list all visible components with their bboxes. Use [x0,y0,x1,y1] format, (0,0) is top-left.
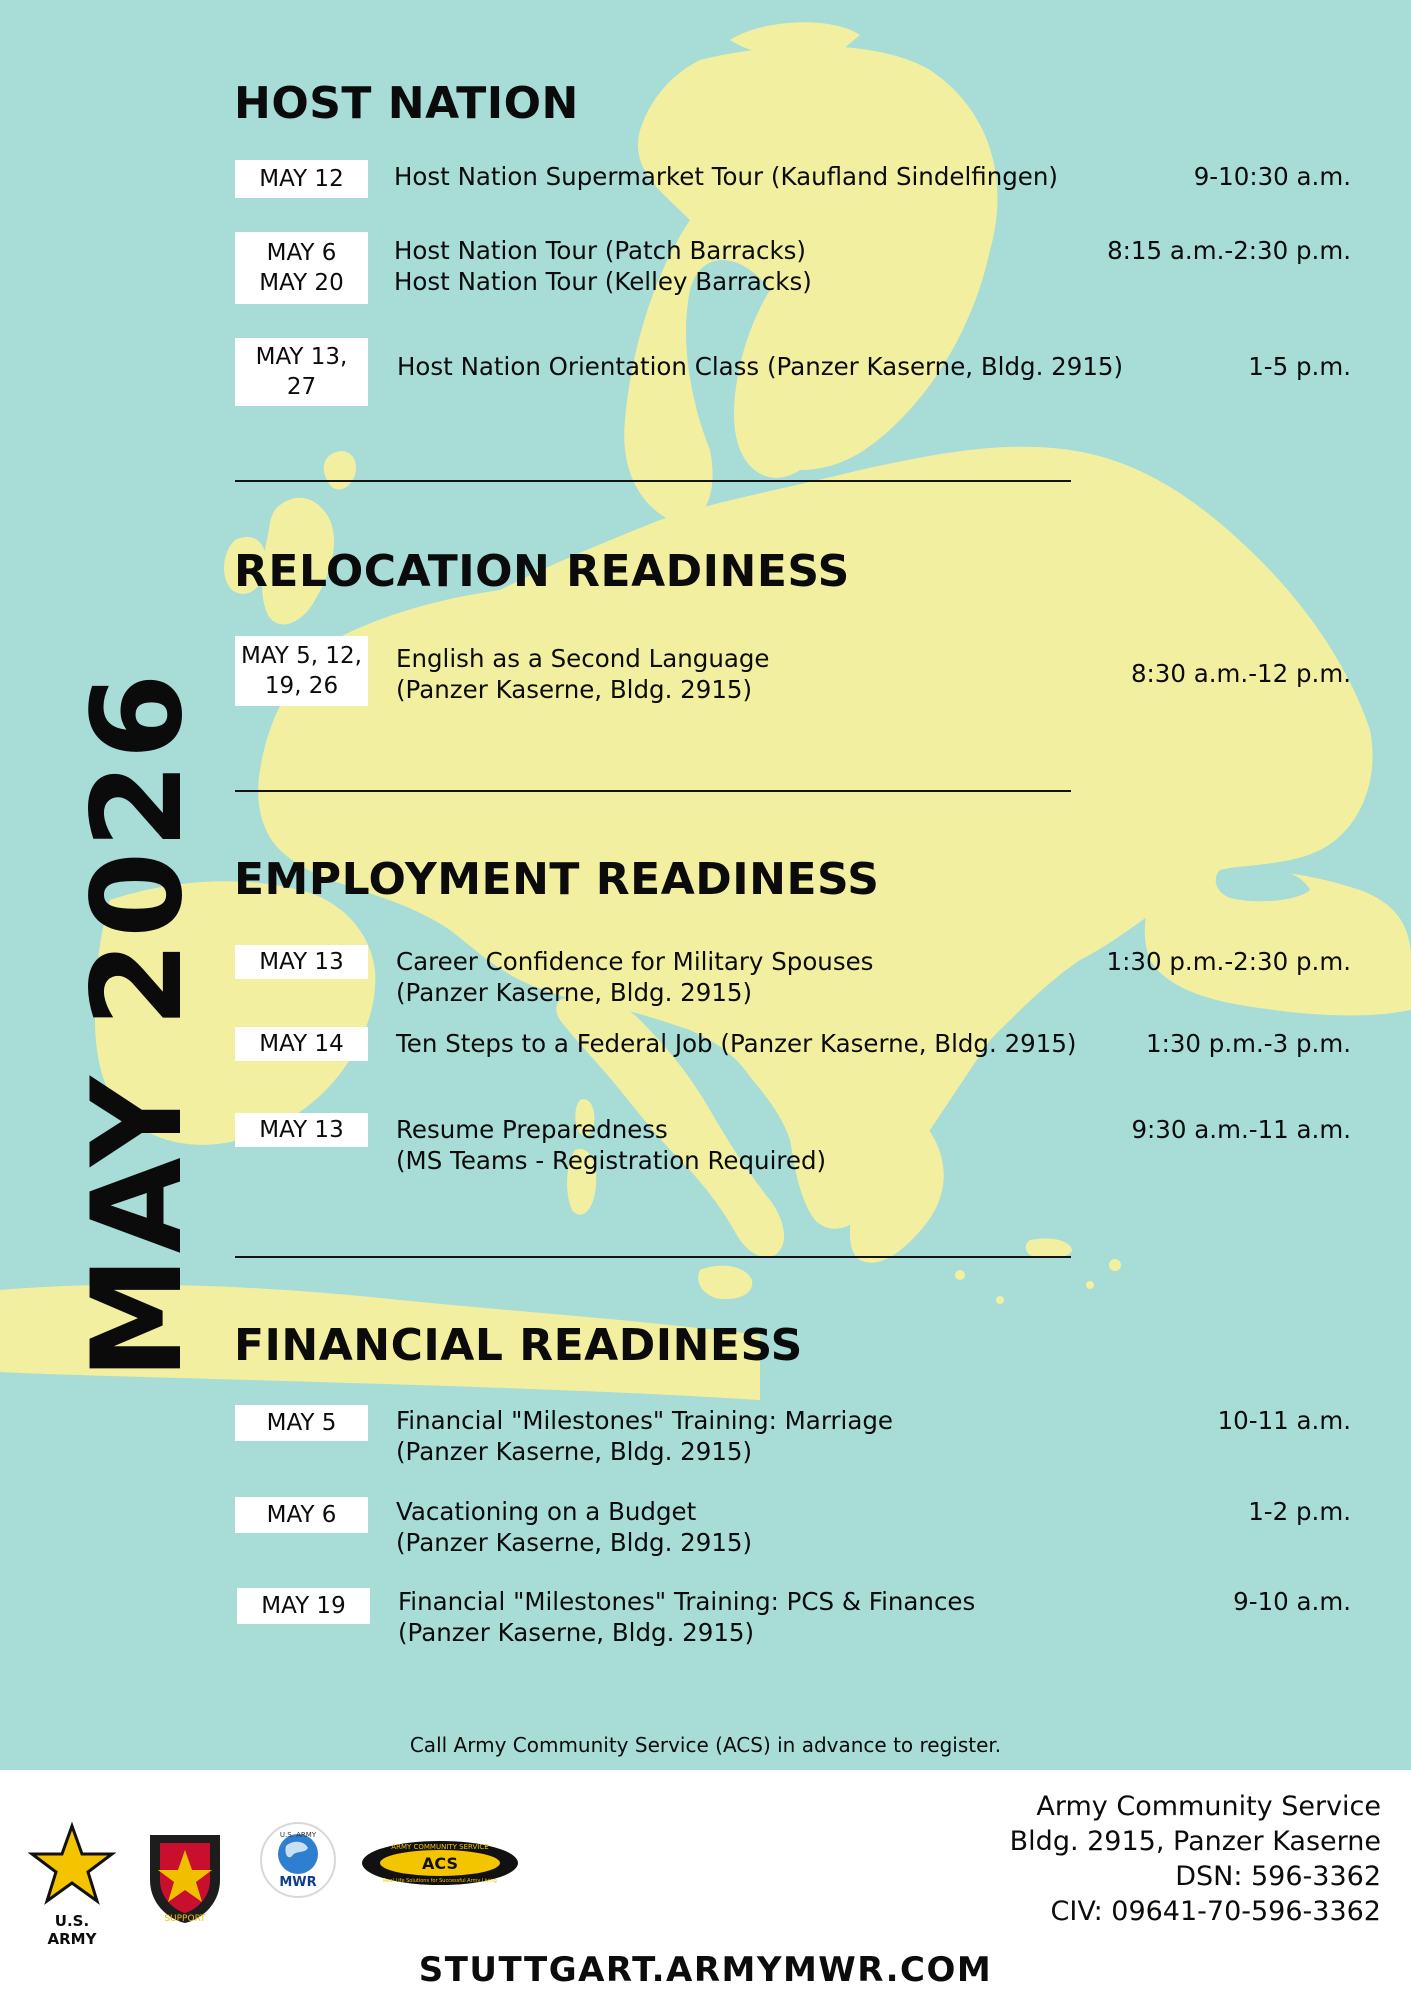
event-date: MAY 12 [235,160,368,198]
event-title: Host Nation Supermarket Tour (Kaufland Sindelfingen) [394,162,1058,191]
event-date: MAY 13 [235,945,368,979]
crest-ring-text: SUPPORT [164,1914,206,1924]
event-title: Vacationing on a Budget (Panzer Kaserne, Bldg. 2915) [396,1497,753,1557]
event-time: 1:30 p.m.-2:30 p.m. [1106,947,1351,976]
event-time: 1-5 p.m. [1248,352,1351,381]
event-title: Ten Steps to a Federal Job (Panzer Kaserne, Bldg. 2915) [396,1029,1077,1058]
mwr-wordmark: MWR [279,1875,317,1890]
globe-icon [258,1820,338,1900]
footer [0,1770,1411,2000]
us-army-logo [28,1820,116,1948]
registration-note: Call Army Community Service (ACS) in advance to register. [409,1733,1002,1757]
acs-bottom-text: Real Life Solutions for Successful Army Living [383,1878,497,1884]
section-divider [235,1256,1071,1258]
event-date: MAY 6 [235,1497,368,1533]
contact-address: Bldg. 2915, Panzer Kaserne [1009,1826,1381,1857]
website-link[interactable]: STUTTGART.ARMYMWR.COM [418,1950,993,1990]
section-title-host-nation: HOST NATION [234,78,579,129]
event-time: 9-10:30 a.m. [1193,162,1351,191]
event-time: 1-2 p.m. [1248,1497,1351,1526]
army-wordmark: U.S. ARMY [47,1912,97,1948]
event-title: English as a Second Language (Panzer Kaserne, Bldg. 2915) [396,644,770,704]
section-title-relocation-readiness: RELOCATION READINESS [234,546,850,597]
event-date: MAY 13, 27 [235,338,368,406]
star-icon [28,1820,116,1908]
event-time: 9:30 a.m.-11 a.m. [1131,1115,1351,1144]
section-title-employment-readiness: EMPLOYMENT READINESS [234,854,880,905]
event-time: 9-10 a.m. [1233,1587,1351,1616]
event-time: 1:30 p.m.-3 p.m. [1145,1029,1351,1058]
acs-wordmark: ACS [422,1854,458,1873]
event-title: Host Nation Orientation Class (Panzer Kaserne, Bldg. 2915) [397,352,1124,381]
event-date: MAY 5, 12, 19, 26 [235,636,368,706]
acs-logo [360,1838,520,1888]
event-date: MAY 6 MAY 20 [235,232,368,304]
contact-block [1010,1789,1381,1929]
month-year-title: MAY 2026 [66,670,210,1380]
event-title: Financial "Milestones" Training: PCS & Finances (Panzer Kaserne, Bldg. 2915) [398,1587,976,1647]
event-time: 10-11 a.m. [1217,1406,1351,1435]
section-divider [235,790,1071,792]
section-divider [235,480,1071,482]
mwr-top-text: U.S. ARMY [279,1831,317,1839]
mwr-logo [258,1820,338,1900]
event-title: Host Nation Tour (Patch Barracks) Host Nation Tour (Kelley Barracks) [394,236,812,296]
acs-emblem-icon [360,1838,520,1888]
event-date: MAY 13 [235,1113,368,1147]
support-command-crest-icon [140,1825,230,1925]
event-title: Resume Preparedness (MS Teams - Registration Required) [396,1115,827,1175]
event-date: MAY 19 [237,1588,370,1624]
acs-top-text: ARMY COMMUNITY SERVICE [391,1843,489,1851]
section-title-financial-readiness: FINANCIAL READINESS [234,1320,803,1371]
contact-org: Army Community Service [1036,1791,1381,1822]
event-date: MAY 5 [235,1405,368,1441]
event-time: 8:30 a.m.-12 p.m. [1130,659,1351,688]
support-command-crest [140,1825,230,1925]
event-date: MAY 14 [235,1027,368,1061]
event-time: 8:15 a.m.-2:30 p.m. [1107,236,1351,265]
contact-dsn: DSN: 596-3362 [1175,1861,1381,1892]
contact-civ: CIV: 09641-70-596-3362 [1050,1896,1381,1927]
event-title: Financial "Milestones" Training: Marriage (Panzer Kaserne, Bldg. 2915) [396,1406,893,1466]
event-title: Career Confidence for Military Spouses (Panzer Kaserne, Bldg. 2915) [396,947,874,1007]
